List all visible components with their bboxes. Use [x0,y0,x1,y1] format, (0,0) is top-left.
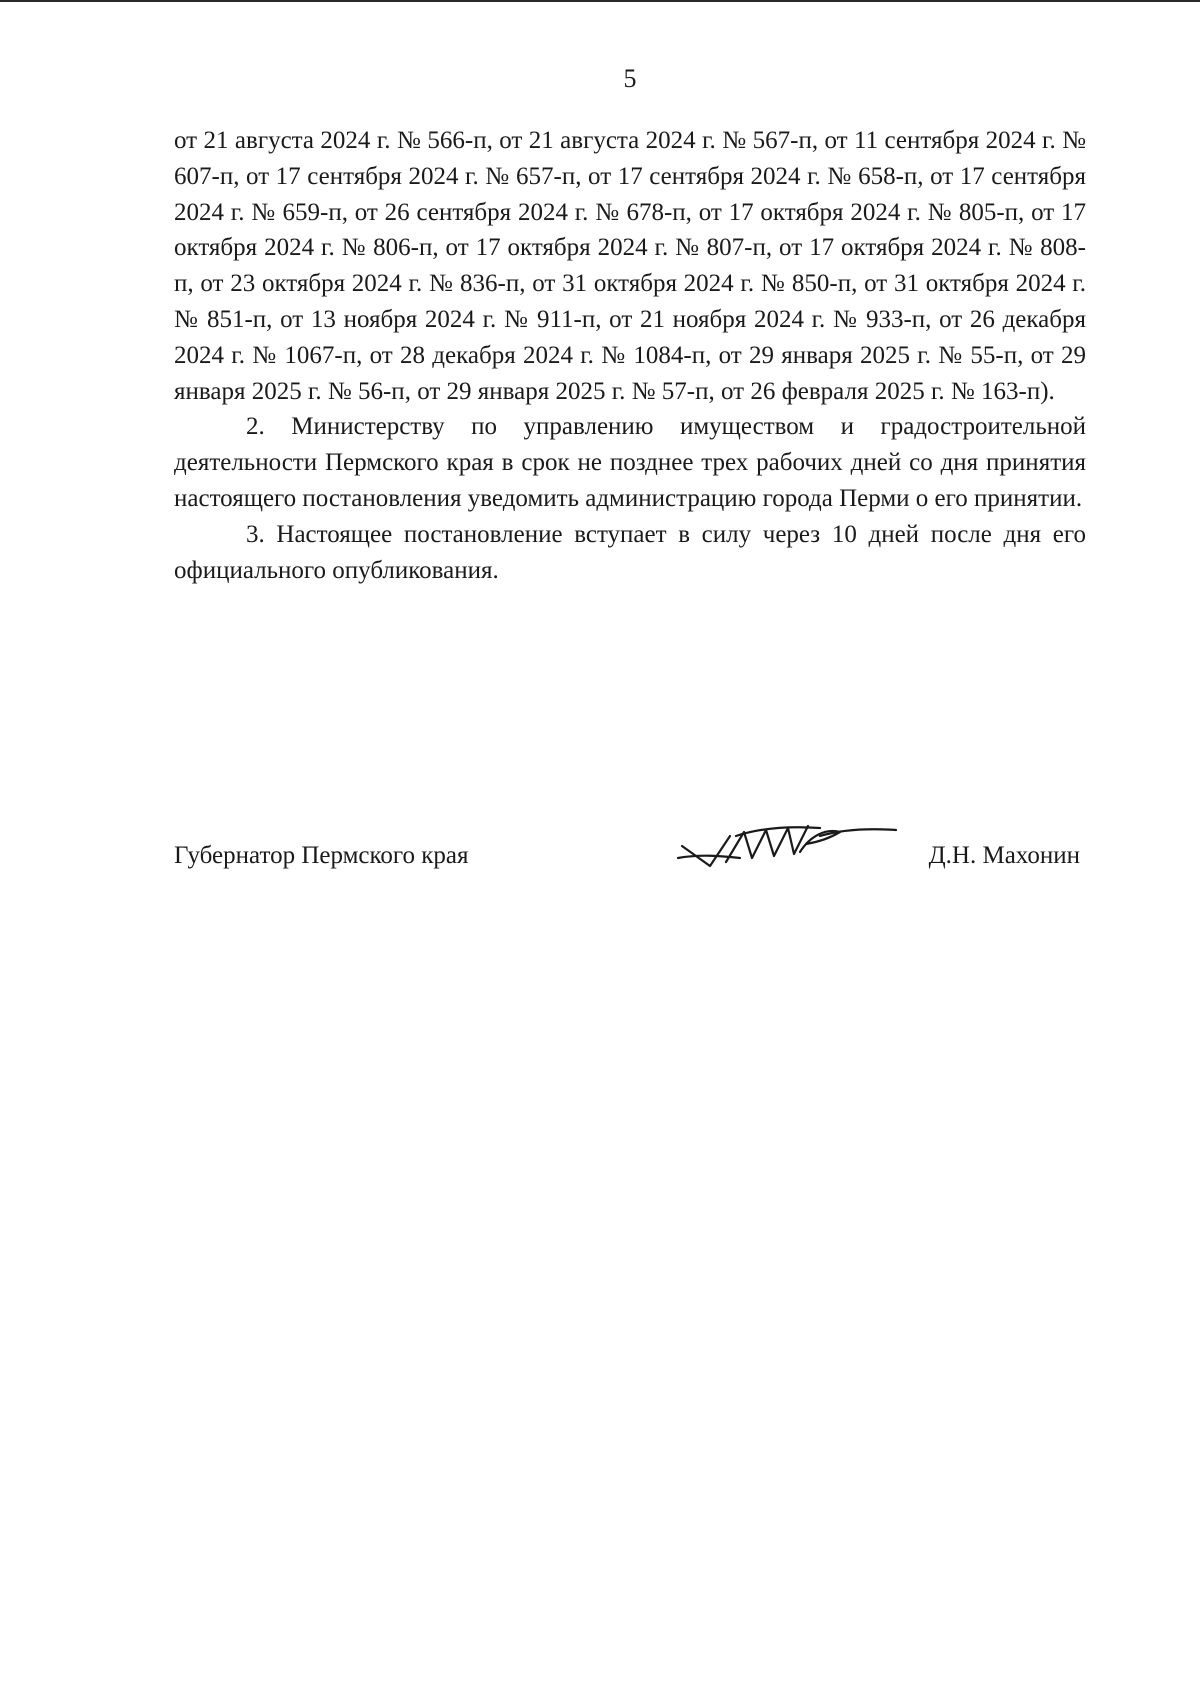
document-body [174,123,1086,588]
signatory-title: Губернатор Пермского края [174,842,469,869]
paragraph-2: 2. Министерству по управлению имуществом и градостроительной деятельности Пермского края в срок не позднее трех рабочих дней со дня принятия настоящего постановления уведомить администрацию города Перми о его принятии. [174,413,1086,512]
page-top-edge [0,0,1200,2]
signature-block [174,836,1086,886]
handwritten-signature-icon [670,806,900,876]
page-number: 5 [623,64,637,93]
paragraph-1-continuation: от 21 августа 2024 г. № 566-п, от 21 августа 2024 г. № 567-п, от 11 сентября 2024 г. № 607-п, от 17 сентября 2024 г. № 657-п, от 17 сентября 2024 г. № 658-п, от 17 сентября 2024 г. № 659-п, от 26 сентября 2024 г. № 678-п, от 17 октября 2024 г. № 805-п, от 17 октября 2024 г. № 806-п, от 17 октября 2024 г. № 807-п, от 17 октября 2024 г. № 808-п, от 23 октября 2024 г. № 836-п, от 31 октября 2024 г. № 850-п, от 31 октября 2024 г. № 851-п, от 13 ноября 2024 г. № 911-п, от 21 ноября 2024 г. № 933-п, от 26 декабря 2024 г. № 1067-п, от 28 декабря 2024 г. № 1084-п, от 29 января 2025 г. № 55-п, от 29 января 2025 г. № 56-п, от 29 января 2025 г. № 57-п, от 26 февраля 2025 г. № 163-п). [174,127,1086,405]
signatory-name: Д.Н. Махонин [928,842,1080,869]
paragraph-3: 3. Настоящее постановление вступает в силу через 10 дней после дня его официального опубликования. [174,520,1086,584]
